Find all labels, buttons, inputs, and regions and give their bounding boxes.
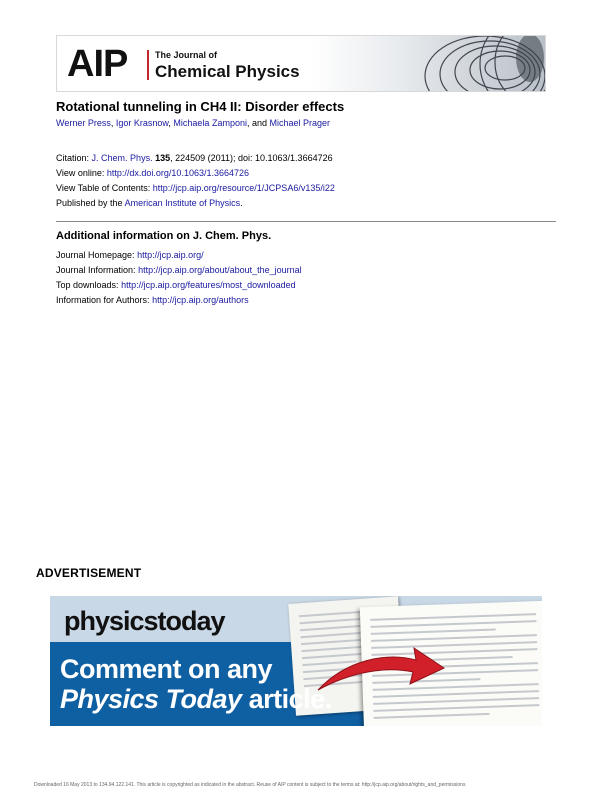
advertisement-label: ADVERTISEMENT bbox=[36, 566, 142, 580]
view-online-link[interactable]: http://dx.doi.org/10.1063/1.3664726 bbox=[106, 168, 250, 178]
section-divider bbox=[56, 221, 556, 222]
citation-volume: 135 bbox=[155, 153, 171, 163]
journal-name: Chemical Physics bbox=[155, 62, 300, 81]
info-label: Top downloads: bbox=[56, 280, 119, 290]
logo-divider bbox=[147, 50, 149, 80]
view-online-line bbox=[56, 168, 249, 178]
view-online-label: View online: bbox=[56, 168, 105, 178]
publisher-link[interactable]: American Institute of Physics bbox=[124, 198, 241, 208]
toc-label: View Table of Contents: bbox=[56, 183, 151, 193]
ad-headline-rest: article. bbox=[241, 684, 332, 714]
ad-headline-italic: Physics Today bbox=[60, 684, 242, 714]
journal-banner[interactable] bbox=[56, 35, 546, 92]
journal-homepage-link[interactable]: http://jcp.aip.org/ bbox=[137, 250, 204, 260]
citation-label: Citation: bbox=[56, 153, 90, 163]
citation-journal-link[interactable]: J. Chem. Phys. bbox=[91, 153, 153, 163]
toc-link[interactable]: http://jcp.aip.org/resource/1/JCPSA6/v135/i22 bbox=[152, 183, 335, 193]
author-link[interactable]: Igor Krasnow bbox=[115, 118, 169, 128]
aip-logo: AIP bbox=[67, 43, 128, 85]
authors-info-link[interactable]: http://jcp.aip.org/authors bbox=[152, 295, 249, 305]
author-separator: , bbox=[168, 118, 174, 128]
additional-info-title: Additional information on J. Chem. Phys. bbox=[56, 230, 272, 242]
info-row bbox=[56, 250, 204, 260]
info-row bbox=[56, 280, 296, 290]
journal-information-link[interactable]: http://jcp.aip.org/about/about_the_journal bbox=[138, 265, 302, 275]
info-label: Journal Homepage: bbox=[56, 250, 135, 260]
author-link[interactable]: Michael Prager bbox=[269, 118, 331, 128]
article-title: Rotational tunneling in CH4 II: Disorder effects bbox=[56, 99, 345, 114]
published-by-end: . bbox=[240, 198, 243, 208]
red-arrow-icon bbox=[316, 640, 446, 700]
info-label: Information for Authors: bbox=[56, 295, 150, 305]
author-separator: , and bbox=[246, 118, 270, 128]
advertisement-banner[interactable] bbox=[50, 596, 542, 726]
citation-details: , 224509 (2011); doi: 10.1063/1.3664726 bbox=[170, 153, 333, 163]
info-row bbox=[56, 295, 249, 305]
info-row bbox=[56, 265, 302, 275]
author-separator: , bbox=[110, 118, 116, 128]
author-link[interactable]: Werner Press bbox=[56, 118, 111, 128]
citation-line bbox=[56, 153, 333, 163]
download-footer: Downloaded 16 May 2013 to 134.94.122.141. This article is copyrighted as indicated in the abstract. Reuse of AIP content is subject to the terms at: http://jcp.aip.org/about/rights_and_permissions bbox=[34, 782, 466, 788]
ad-headline-line1: Comment on any bbox=[60, 654, 273, 684]
author-link[interactable]: Michaela Zamponi bbox=[173, 118, 247, 128]
banner-graphic-icon bbox=[315, 36, 545, 92]
top-downloads-link[interactable]: http://jcp.aip.org/features/most_downloaded bbox=[121, 280, 296, 290]
ad-headline-line2 bbox=[60, 684, 332, 715]
ad-brand: physicstoday bbox=[64, 606, 225, 636]
published-by-line bbox=[56, 198, 243, 208]
journal-of-label: The Journal of bbox=[155, 50, 218, 60]
author-list bbox=[56, 118, 330, 128]
published-by-label: Published by the bbox=[56, 198, 123, 208]
toc-line bbox=[56, 183, 335, 193]
info-label: Journal Information: bbox=[56, 265, 136, 275]
